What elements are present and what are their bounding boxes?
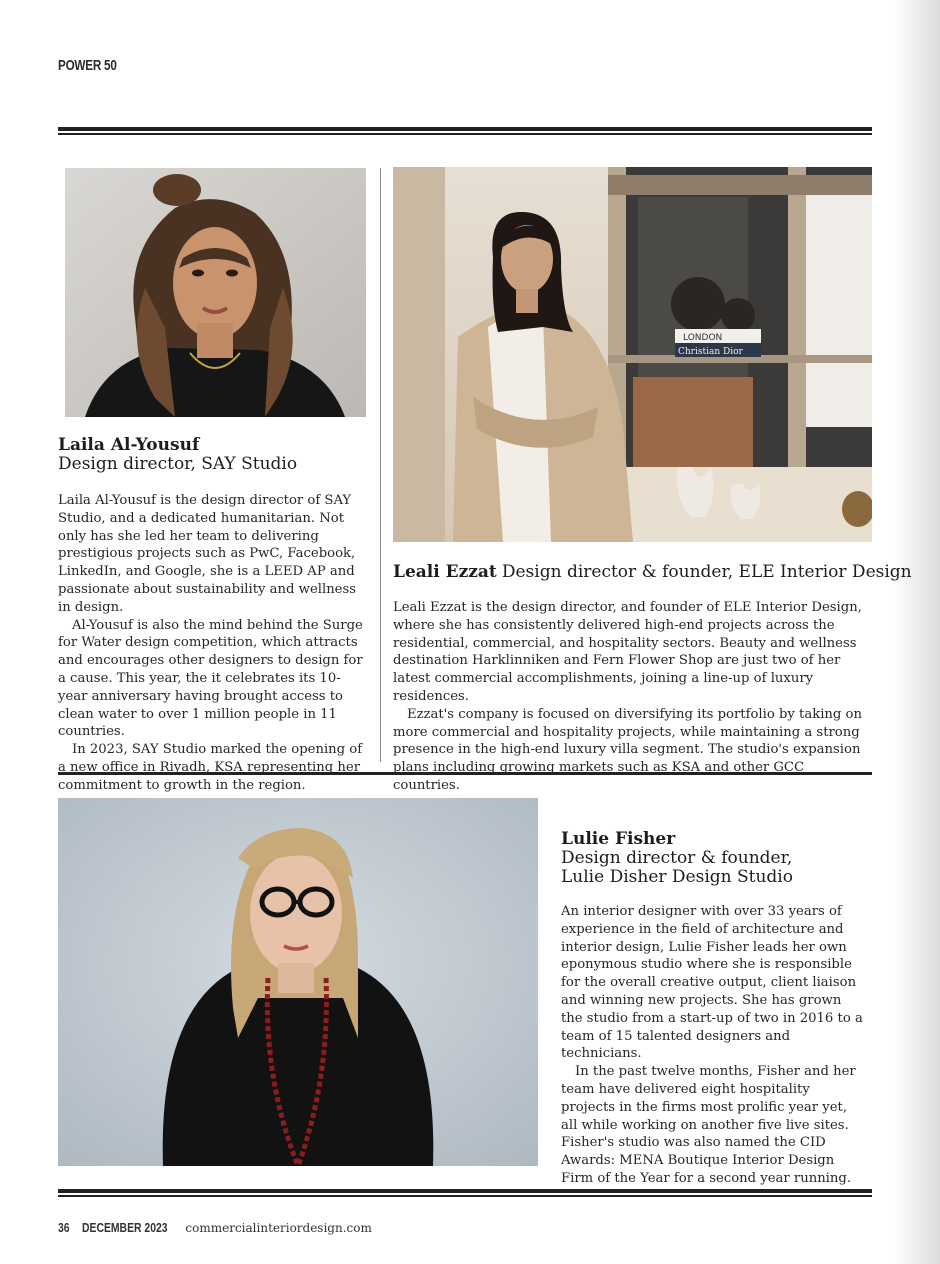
photo-leali-ezzat [393,167,872,542]
column-divider [380,168,381,762]
profile-paragraph: In the past twelve months, Fisher and her team have delivered eight hospitality projects in the firms most prolific year yet, all while working on another five live sites. Fisher's studio was also named the CID Awards: MENA Boutique Interior Design Firm of the Year for a second year running. [561,1064,856,1186]
profile-role: Design director, SAY Studio [58,454,298,474]
profile-header-leali [393,562,912,582]
photo-lulie-fisher [58,798,538,1166]
profile-role: Design director & founder, ELE Interior Design [501,562,912,582]
profile-name: Leali Ezzat [393,562,497,582]
page-edge-shadow [894,0,940,1264]
website-link[interactable]: commercialinteriordesign.com [185,1221,372,1235]
bottom-double-rule [58,1189,872,1197]
profile-paragraph: Al-Yousuf is also the mind behind the Surge for Water design competition, which attracts and encourages other designers to design for a cause. This year, the it celebrates its 10-year anniversary having brought access to clean water to over 1 million people in 11 countries. [58,617,363,740]
profile-body-laila [58,492,370,795]
profile-header-lulie [561,830,793,887]
profile-paragraph: Laila Al-Yousuf is the design director of SAY Studio, and a dedicated humanitarian. Not only has she led her team to delivering prestigious projects such as PwC, Facebook, LinkedIn, and Google, she is a LEED AP and passionate about sustainability and wellness in design. [58,493,357,615]
page-footer [58,1220,372,1235]
profile-body-leali [393,599,863,795]
profile-role-line1: Design director & founder, [561,848,793,868]
profile-name: Laila Al-Yousuf [58,435,200,455]
profile-paragraph: An interior designer with over 33 years of experience in the field of architecture and interior design, Lulie Fisher leads her own eponymous studio where she is responsible for the overall creative output, client liaison and winning new projects. She has grown the studio from a start-up of two in 2016 to a team of 15 talented designers and technicians. [561,904,863,1062]
section-label: POWER 50 [58,57,117,74]
profile-paragraph: Ezzat's company is focused on diversifying its portfolio by taking on more commercial and hospitality projects, while maintaining a strong presence in the high-end luxury villa segment. The studio's expansion plans including growing markets such as KSA and other GCC countries. [393,706,862,793]
profile-header-laila [58,436,297,474]
svg-text:Christian Dior: Christian Dior [678,347,743,357]
issue-date: DECEMBER 2023 [82,1220,169,1235]
profile-paragraph: In 2023, SAY Studio marked the opening of a new office in Riyadh, KSA representing her commitment to growth in the region. [58,742,363,793]
photo-laila-al-yousuf [65,168,366,417]
profile-role-line2: Lulie Disher Design Studio [561,867,793,887]
profile-paragraph: Leali Ezzat is the design director, and founder of ELE Interior Design, where she has consistently delivered high-end projects across the residential, commercial, and hospitality sectors. Beauty and wellness destination Harklinniken and Fern Flower Shop are just two of her latest commercial accomplishments, joining a line-up of luxury residences. [393,600,862,704]
profile-name: Lulie Fisher [561,829,676,849]
middle-rule [58,772,872,775]
profile-body-lulie [561,903,867,1188]
svg-text:LONDON: LONDON [683,333,723,343]
page-number: 36 [58,1220,70,1235]
top-double-rule [58,127,872,135]
